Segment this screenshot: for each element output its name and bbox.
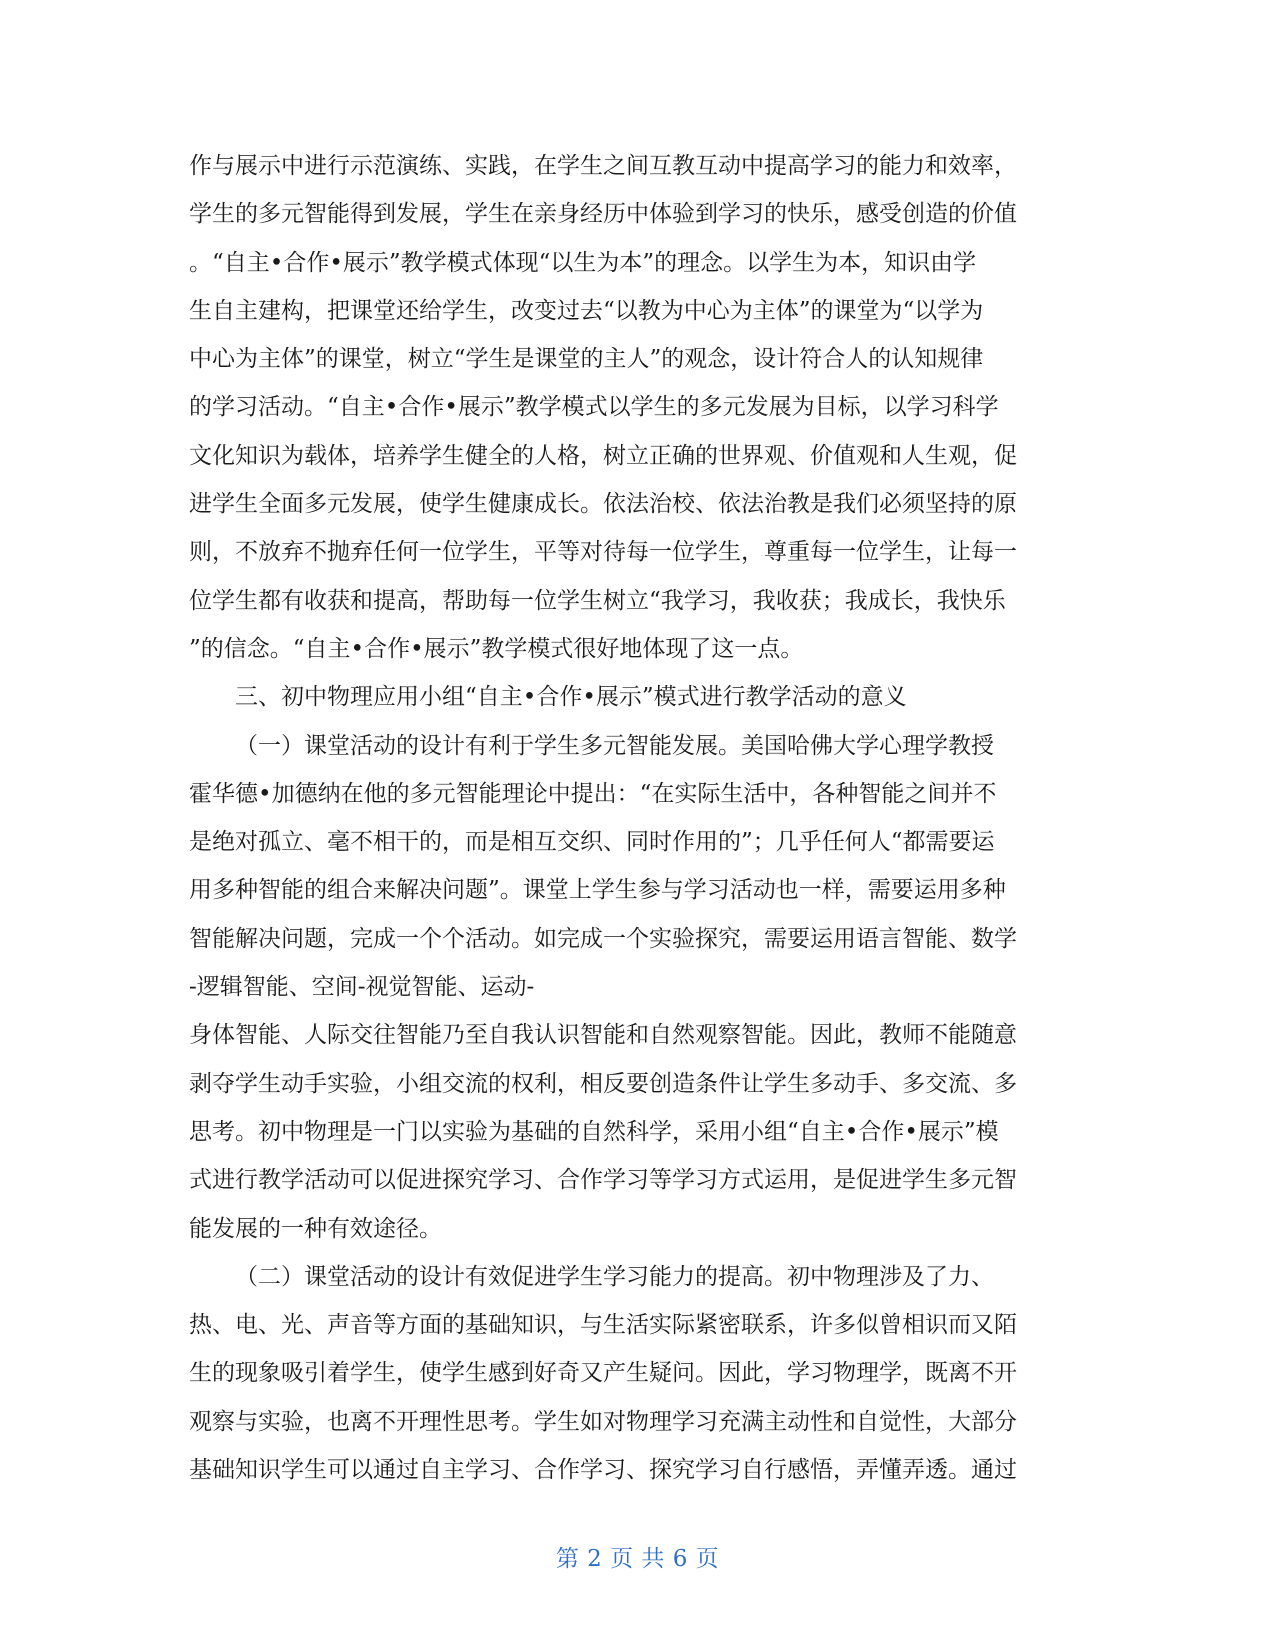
text-line: 霍华德•加德纳在他的多元智能理论中提出：“在实际生活中，各种智能之间并不 (189, 780, 997, 807)
text-line: 式进行教学活动可以促进探究学习、合作学习等学习方式运用，是促进学生多元智 (189, 1167, 1017, 1194)
text-line: 进学生全面多元发展，使学生健康成长。依法治校、依法治教是我们必须坚持的原 (189, 491, 1017, 518)
text-line: 是绝对孤立、毫不相干的，而是相互交织、同时作用的”；几乎任何人“都需要运 (189, 829, 995, 856)
text-line: 则，不放弃不抛弃任何一位学生，平等对待每一位学生，尊重每一位学生，让每一 (189, 539, 1017, 566)
paragraph-start: （一）课堂活动的设计有利于学生多元智能发展。美国哈佛大学心理学教授 (235, 732, 994, 759)
text-line: 作与展示中进行示范演练、实践，在学生之间互教互动中提高学习的能力和效率， (189, 153, 1017, 179)
text-line: ”的信念。“自主•合作•展示”教学模式很好地体现了这一点。 (189, 635, 804, 662)
text-line: 观察与实验，也离不开理性思考。学生如对物理学习充满主动性和自觉性，大部分 (189, 1408, 1017, 1435)
page-number-footer: 第 2 页 共 6 页 (555, 1546, 720, 1572)
text-line: 身体智能、人际交往智能乃至自我认识智能和自然观察智能。因此，教师不能随意 (189, 1022, 1017, 1049)
text-line: 智能解决问题，完成一个个活动。如完成一个实验探究，需要运用语言智能、数学 (189, 925, 1017, 952)
text-line: 用多种智能的组合来解决问题”。课堂上学生参与学习活动也一样，需要运用多种 (189, 877, 1006, 904)
paragraph-start: （二）课堂活动的设计有效促进学生学习能力的提高。初中物理涉及了力、 (235, 1263, 994, 1290)
text-line: 文化知识为载体，培养学生健全的人格，树立正确的世界观、价值观和人生观，促 (189, 442, 1017, 469)
text-line: 中心为主体”的课堂，树立“学生是课堂的主人”的观念，设计符合人的认知规律 (189, 346, 984, 373)
document-body (189, 142, 1089, 1494)
text-line: 生自主建构，把课堂还给学生，改变过去“以教为中心为主体”的课堂为“以学为 (189, 297, 984, 324)
text-line: 的学习活动。“自主•合作•展示”教学模式以学生的多元发展为目标，以学习科学 (189, 394, 999, 421)
section-heading: 三、初中物理应用小组“自主•合作•展示”模式进行教学活动的意义 (235, 684, 907, 711)
text-line: 思考。初中物理是一门以实验为基础的自然科学，采用小组“自主•合作•展示”模 (189, 1118, 999, 1145)
text-line: 生的现象吸引着学生，使学生感到好奇又产生疑问。因此，学习物理学，既离不开 (189, 1360, 1017, 1387)
text-line: -逻辑智能、空间-视觉智能、运动- (189, 974, 535, 1001)
text-line: 位学生都有收获和提高，帮助每一位学生树立“我学习，我收获；我成长，我快乐 (189, 587, 1006, 614)
text-line: 剥夺学生动手实验，小组交流的权利，相反要创造条件让学生多动手、多交流、多 (189, 1070, 1017, 1097)
text-line: 学生的多元智能得到发展，学生在亲身经历中体验到学习的快乐，感受创造的价值 (189, 201, 1017, 228)
text-line: 。“自主•合作•展示”教学模式体现“以生为本”的理念。以学生为本，知识由学 (189, 249, 977, 276)
text-line: 热、电、光、声音等方面的基础知识，与生活实际紧密联系，许多似曾相识而又陌 (189, 1312, 1017, 1339)
text-line: 能发展的一种有效途径。 (189, 1215, 442, 1242)
text-line: 基础知识学生可以通过自主学习、合作学习、探究学习自行感悟，弄懂弄透。通过 (189, 1457, 1017, 1484)
